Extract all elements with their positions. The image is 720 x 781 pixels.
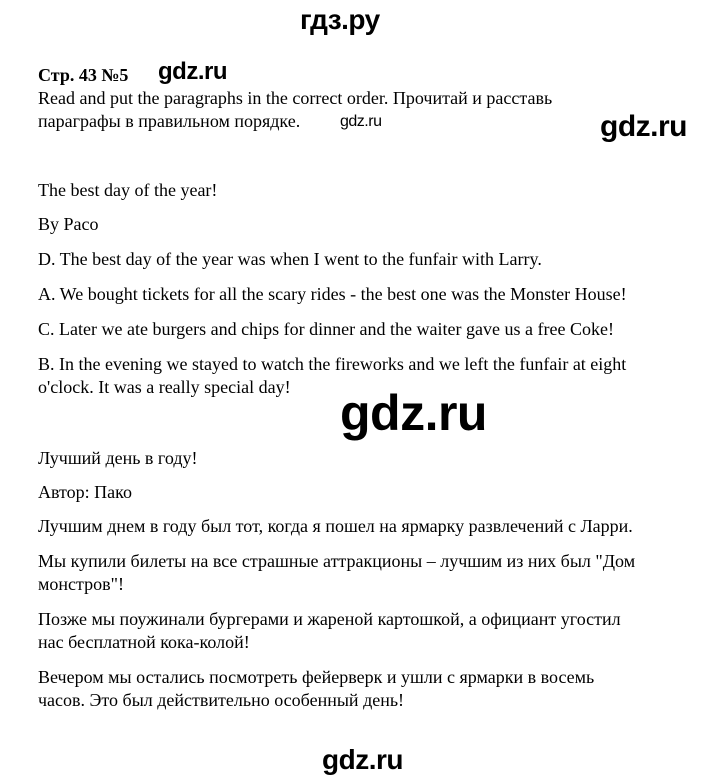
english-title: The best day of the year! (38, 180, 218, 200)
watermark: gdz.ru (158, 58, 227, 85)
russian-author: Автор: Пако (38, 482, 132, 502)
english-paragraph: o'clock. It was a really special day! (38, 377, 291, 397)
watermark-bottom: gdz.ru (322, 744, 403, 775)
watermark: gdz.ru (340, 113, 382, 130)
russian-paragraph: Вечером мы остались посмотреть фейерверк и ушли с ярмарки в восемь (38, 667, 595, 687)
instruction-line: параграфы в правильном порядке. (38, 111, 301, 131)
english-paragraph: C. Later we ate burgers and chips for dinner and the waiter gave us a free Coke! (38, 319, 614, 339)
english-paragraph: B. In the evening we stayed to watch the fireworks and we left the funfair at eight (38, 354, 627, 374)
watermark: gdz.ru (600, 110, 687, 143)
watermark-top: гдз.ру (300, 4, 380, 35)
russian-paragraph: монстров"! (38, 574, 124, 594)
page-heading: Стр. 43 №5 (38, 65, 129, 85)
russian-title: Лучший день в году! (38, 448, 198, 468)
russian-paragraph: Мы купили билеты на все страшные аттракционы – лучшим из них был "Дом (38, 551, 636, 571)
russian-paragraph: часов. Это был действительно особенный день! (38, 690, 405, 710)
instruction-line: Read and put the paragraphs in the correct order. Прочитай и расставь (38, 88, 553, 108)
english-paragraph: D. The best day of the year was when I went to the funfair with Larry. (38, 249, 542, 269)
russian-paragraph: нас бесплатной кока-колой! (38, 632, 250, 652)
watermark-large: gdz.ru (340, 385, 487, 441)
english-paragraph: A. We bought tickets for all the scary rides - the best one was the Monster House! (38, 284, 627, 304)
russian-paragraph: Позже мы поужинали бургерами и жареной картошкой, а официант угостил (38, 609, 621, 629)
english-author: By Paco (38, 214, 99, 234)
russian-paragraph: Лучшим днем в году был тот, когда я пошел на ярмарку развлечений с Ларри. (38, 516, 633, 536)
